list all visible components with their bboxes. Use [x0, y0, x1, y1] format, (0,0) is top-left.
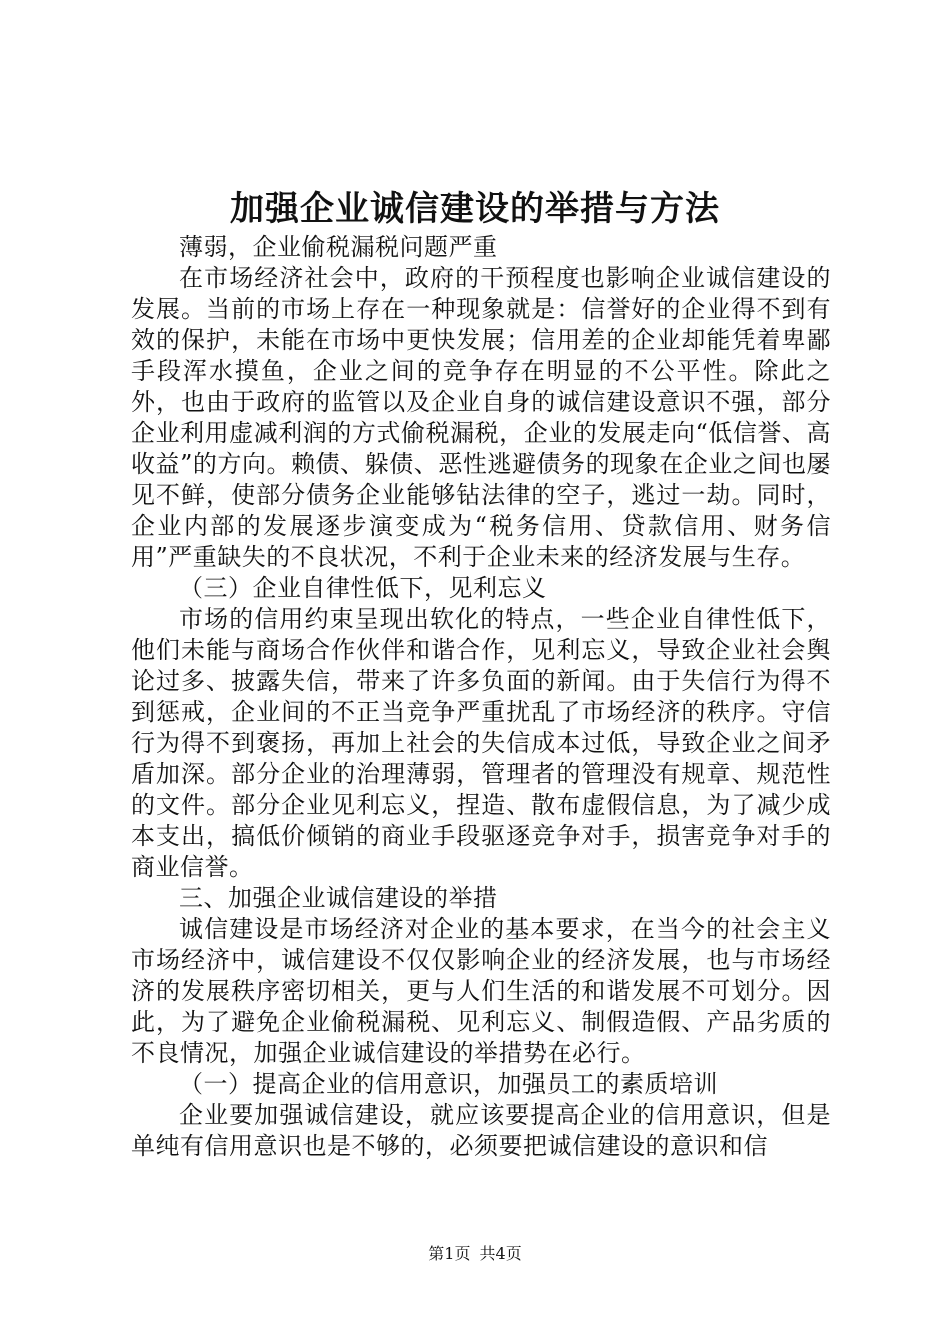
paragraph: 企业要加强诚信建设，就应该要提高企业的信用意识，但是单纯有信用意识也是不够的，必须要把诚信建设的意识和信: [131, 1101, 831, 1160]
page-footer: [0, 1242, 950, 1266]
document-title: 加强企业诚信建设的举措与方法: [230, 189, 720, 229]
page-number: 第1页: [428, 1244, 471, 1263]
section-heading: （一）提高企业的信用意识，加强员工的素质培训: [179, 1070, 718, 1098]
section-heading: （三）企业自律性低下，见利忘义: [179, 574, 547, 602]
document-body: [131, 232, 831, 1162]
paragraph: 市场的信用约束呈现出软化的特点，一些企业自律性低下，他们未能与商场合作伙伴和谐合作，见利忘义，导致企业社会舆论过多、披露失信，带来了许多负面的新闻。由于失信行为得不到惩戒，企业间的不正当竞争严重扰乱了市场经济的秩序。守信行为得不到褒扬，再加上社会的失信成本过低，导致企业之间矛盾加深。部分企业的治理薄弱，管理者的管理没有规章、规范性的文件。部分企业见利忘义，捏造、散布虚假信息，为了减少成本支出，搞低价倾销的商业手段驱逐竞争对手，损害竞争对手的商业信誉。: [131, 605, 831, 881]
paragraph: 诚信建设是市场经济对企业的基本要求，在当今的社会主义市场经济中，诚信建设不仅仅影响企业的经济发展，也与市场经济的发展秩序密切相关，更与人们生活的和谐发展不可划分。因此，为了避免企业偷税漏税、见利忘义、制假造假、产品劣质的不良情况，加强企业诚信建设的举措势在必行。: [131, 915, 831, 1067]
section-heading: 三、加强企业诚信建设的举措: [179, 884, 498, 912]
paragraph: 薄弱，企业偷税漏税问题严重: [179, 233, 498, 261]
paragraph: 在市场经济社会中，政府的干预程度也影响企业诚信建设的发展。当前的市场上存在一种现象就是：信誉好的企业得不到有效的保护，未能在市场中更快发展；信用差的企业却能凭着卑鄙手段浑水摸鱼，企业之间的竞争存在明显的不公平性。除此之外，也由于政府的监管以及企业自身的诚信建设意识不强，部分企业利用虚减利润的方式偷税漏税，企业的发展走向“低信誉、高收益”的方向。赖债、躲债、恶性逃避债务的现象在企业之间也屡见不鲜，使部分债务企业能够钻法律的空子，逃过一劫。同时，企业内部的发展逐步演变成为“税务信用、贷款信用、财务信用”严重缺失的不良状况，不利于企业未来的经济发展与生存。: [131, 264, 831, 571]
page-total: 共4页: [479, 1244, 522, 1263]
